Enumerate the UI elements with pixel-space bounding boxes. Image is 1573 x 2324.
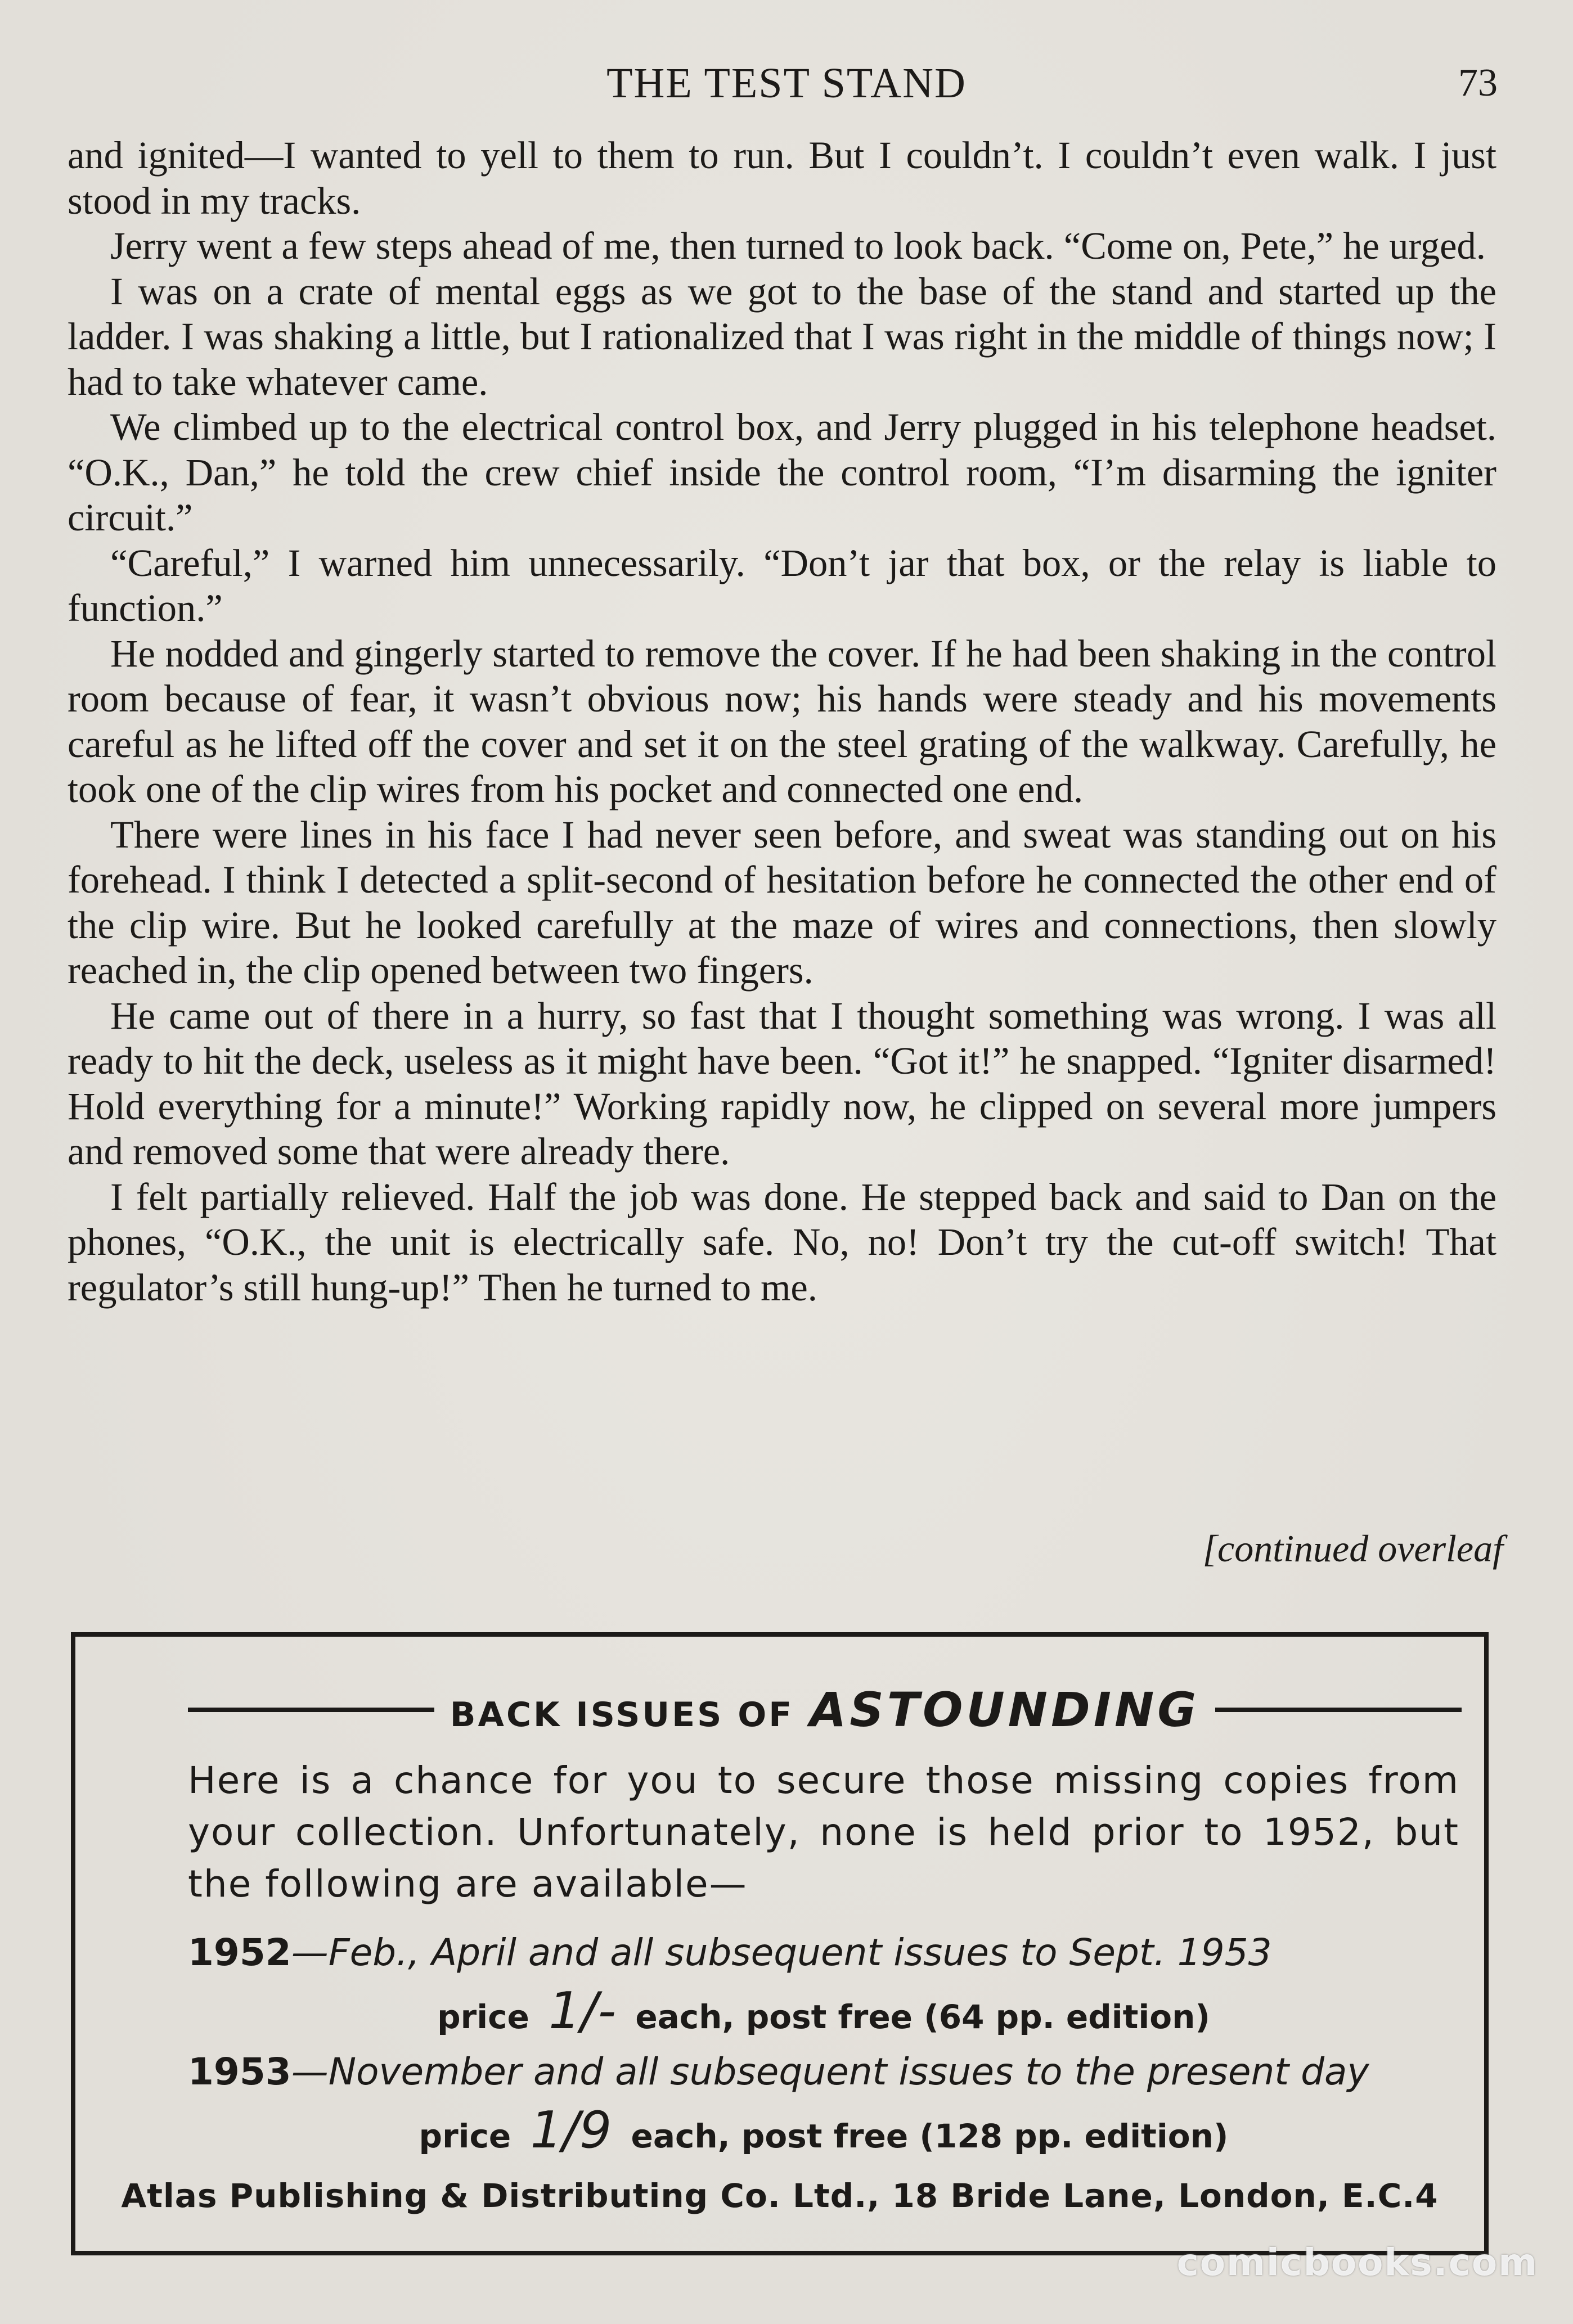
page-number: 73	[1458, 61, 1498, 105]
price-label: price	[437, 1998, 529, 2036]
story-paragraph: He nodded and gingerly started to remove the cover. If he had been shaking in the control room because of fear, it wasn’t obvious now; his hands were steady and his movements careful as he lifted off the cover and set it on the steel grating of the walkway. Carefully, he took one of the clip wires from his pocket and connected one end.	[68, 632, 1496, 810]
offer-year: 1952	[188, 1931, 291, 1974]
offer-description: —Feb., April and all subsequent issues to Sept. 1953	[291, 1931, 1272, 1974]
advert-heading-row	[188, 1682, 1462, 1738]
story-paragraph: There were lines in his face I had never seen before, and sweat was standing out on his forehead. I think I detected a split-second of hesitation before he connected the other end of the clip wire. But he looked carefully at the maze of wires and connections, then slowly reached in, the clip opened between two fingers.	[68, 813, 1496, 992]
story-paragraph: I felt partially relieved. Half the job was done. He stepped back and said to Dan on the phones, “O.K., the unit is electrically safe. No, no! Don’t try the cut-off switch! That regulator’s still hung-up!” Then he turned to me.	[68, 1175, 1496, 1309]
site-watermark: comicbooks.com	[1176, 2241, 1538, 2284]
story-paragraph: and ignited—I wanted to yell to them to run. But I couldn’t. I couldn’t even walk. I just stood in my tracks.	[68, 134, 1496, 222]
story-paragraph: Jerry went a few steps ahead of me, then turned to look back. “Come on, Pete,” he urged.	[110, 224, 1486, 267]
advert-heading-text: BACK ISSUES OF	[450, 1695, 794, 1735]
advert-brand: ASTOUNDING	[810, 1682, 1200, 1737]
price-note: each, post free (128 pp. edition)	[631, 2117, 1229, 2155]
continued-note: [continued overleaf	[1202, 1527, 1503, 1570]
heading-rule-right	[1215, 1708, 1462, 1712]
story-paragraph: “Careful,” I warned him unnecessarily. “Don’t jar that box, or the relay is liable to function.”	[68, 541, 1496, 629]
price-amount: 1/-	[549, 1981, 617, 2041]
advert-heading	[434, 1682, 1215, 1737]
offer-description: —November and all subsequent issues to the present day	[291, 2050, 1369, 2093]
offer-price-line	[188, 2101, 1459, 2163]
price-amount: 1/9	[530, 2101, 612, 2160]
publisher-address: Atlas Publishing & Distributing Co. Ltd., 18 Bride Lane, London, E.C.4	[121, 2177, 1439, 2215]
offer-1952	[188, 1926, 1459, 2041]
offer-1953	[188, 2045, 1459, 2160]
story-text	[68, 133, 1496, 1310]
advert-intro: Here is a chance for you to secure those missing copies from your collection. Unfortunately, none is held prior to 1952, but the following are available—	[188, 1759, 1459, 1906]
back-issues-advert	[71, 1632, 1489, 2255]
story-paragraph: We climbed up to the electrical control box, and Jerry plugged in his telephone headset. “O.K., Dan,” he told the crew chief inside the control room, “I’m disarming the igniter circuit.”	[68, 406, 1496, 539]
heading-rule-left	[188, 1708, 434, 1712]
story-paragraph: I was on a crate of mental eggs as we got to the base of the stand and started up the ladder. I was shaking a little, but I rationalized that I was right in the middle of things now; I had to take whatever came.	[68, 269, 1496, 403]
offer-year: 1953	[188, 2050, 291, 2093]
running-title: THE TEST STAND	[606, 60, 967, 107]
story-paragraph: He came out of there in a hurry, so fast that I thought something was wrong. I was all ready to hit the deck, useless as it might have been. “Got it!” he snapped. “Igniter disarmed! Hold everything for a minute!” Working rapidly now, he clipped on several more jumpers and removed some that were already there.	[68, 994, 1496, 1173]
offer-price-line	[188, 1981, 1459, 2044]
price-note: each, post free (64 pp. edition)	[635, 1998, 1210, 2036]
running-head	[0, 55, 1573, 111]
price-label: price	[419, 2117, 511, 2155]
